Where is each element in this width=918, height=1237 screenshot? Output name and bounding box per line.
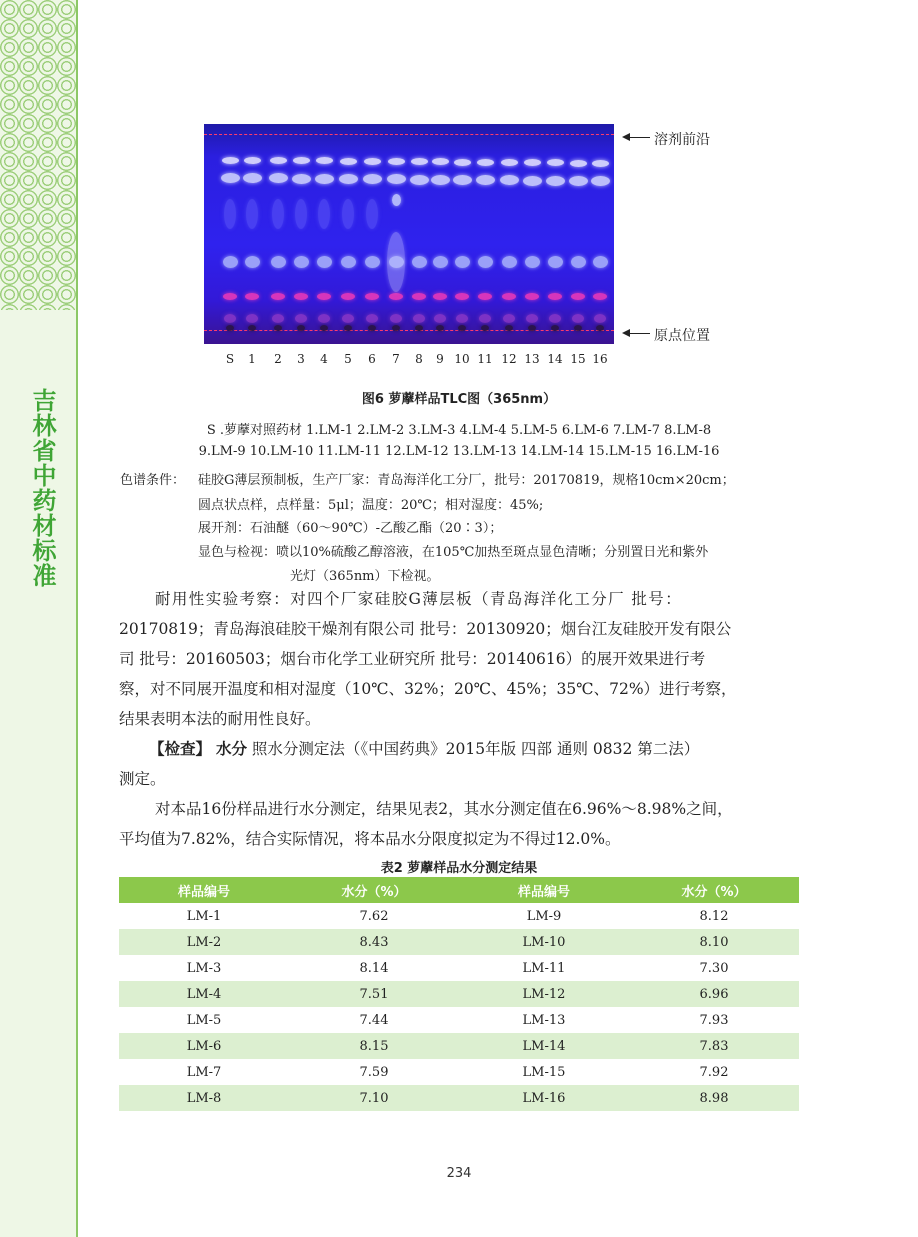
tlc-spot (524, 159, 541, 166)
tlc-spot (243, 173, 262, 183)
tlc-spot (294, 293, 308, 300)
tlc-spot (363, 174, 382, 184)
tlc-spot (365, 293, 379, 300)
tlc-spot (223, 256, 238, 268)
sidebar-title: 吉林省中药材标准 (28, 388, 56, 588)
column-header: 水分（%） (629, 877, 799, 903)
table-cell: 7.83 (629, 1033, 799, 1059)
table-cell: LM-7 (186, 1064, 222, 1080)
tlc-spot (223, 293, 237, 300)
table-cell: LM-15 (522, 1064, 566, 1080)
tlc-origin-spot (596, 325, 604, 331)
paragraph-line: 结果表明本法的耐用性良好。 (119, 710, 321, 728)
tlc-spot (502, 256, 517, 268)
tlc-spot (269, 173, 288, 183)
table-cell: LM-16 (459, 1085, 629, 1111)
tlc-spot (412, 293, 426, 300)
lane-label: 16 (592, 352, 608, 366)
tlc-spot (571, 256, 586, 268)
tlc-spot (547, 159, 564, 166)
lane-label: 6 (368, 352, 376, 366)
tlc-origin-spot (436, 325, 444, 331)
tlc-spot (392, 194, 401, 206)
condition-line: 圆点状点样，点样量：5μl；温度：20℃；相对湿度：45%; (198, 498, 544, 513)
table-cell: LM-4 (119, 981, 289, 1007)
table-cell: 8.98 (629, 1085, 799, 1111)
tlc-spot (478, 256, 493, 268)
tlc-spot (388, 158, 405, 165)
table-row (119, 929, 799, 955)
table-cell: 7.51 (289, 981, 459, 1007)
tlc-spot (270, 157, 287, 164)
table-row (119, 955, 799, 981)
paragraph-line: 耐用性实验考察：对四个厂家硅胶G薄层板（青岛海洋化工分厂 批号： (155, 590, 683, 608)
lane-label: 12 (501, 352, 517, 366)
tlc-spot (294, 256, 309, 268)
lane-label: 1 (248, 352, 256, 366)
solvent-front-label: 溶剂前沿 (654, 132, 710, 148)
table-cell: 7.30 (699, 960, 729, 976)
tlc-spot (454, 159, 471, 166)
origin-label: 原点位置 (654, 328, 710, 344)
tlc-spot (431, 175, 450, 185)
tlc-streak (366, 199, 378, 229)
sidebar (0, 0, 78, 1237)
tlc-spot (366, 314, 378, 323)
table-row (119, 1059, 799, 1085)
tlc-spot (546, 176, 565, 186)
inspection-method: 照水分测定法（《中国药典》2015年版 四部 通则 0832 第二法） (251, 740, 700, 758)
table-cell: LM-1 (186, 908, 222, 924)
tlc-origin-spot (415, 325, 423, 331)
table-cell: 7.59 (359, 1064, 389, 1080)
tlc-spot (222, 157, 239, 164)
tlc-spot (593, 256, 608, 268)
tlc-spot (316, 157, 333, 164)
tlc-spot (477, 159, 494, 166)
tlc-spot (548, 256, 563, 268)
table-cell: 7.10 (289, 1085, 459, 1111)
tlc-spot (548, 293, 562, 300)
table-caption: 表2 萝藦样品水分测定结果 (380, 861, 538, 876)
tlc-spot (293, 157, 310, 164)
tlc-spot (570, 160, 587, 167)
tlc-spot (318, 314, 330, 323)
lane-label: 7 (392, 352, 400, 366)
table-cell: 8.15 (289, 1033, 459, 1059)
table-cell: LM-14 (459, 1033, 629, 1059)
table-cell: 7.62 (359, 908, 389, 924)
tlc-streak (272, 199, 284, 229)
lane-label: 3 (297, 352, 305, 366)
figure-caption: 图6 萝藦样品TLC图（365nm） (361, 392, 557, 407)
tlc-spot (271, 256, 286, 268)
tlc-spot (341, 293, 355, 300)
table-cell: 8.14 (359, 960, 389, 976)
tlc-spot (479, 314, 491, 323)
tlc-streak (387, 232, 405, 292)
table-cell: LM-10 (459, 929, 629, 955)
tlc-spot (244, 157, 261, 164)
table-row (119, 981, 799, 1007)
table-cell: LM-6 (119, 1033, 289, 1059)
section-heading: 【检查】 (149, 740, 212, 758)
tlc-streak (224, 199, 236, 229)
paragraph-line: 20170819；青岛海浪硅胶干燥剂有限公司 批号：20130920；烟台江友硅胶开发有限公 (119, 620, 732, 638)
paragraph-line: 司 批号：20160503；烟台市化学工业研究所 批号：20140616）的展开效果进行考 (119, 650, 706, 668)
table-cell: 8.12 (699, 908, 729, 924)
tlc-spot (433, 293, 447, 300)
condition-line: 硅胶G薄层预制板，生产厂家：青岛海洋化工分厂，批号：20170819，规格10cm×20cm； (198, 473, 735, 488)
tlc-origin-spot (320, 325, 328, 331)
origin-arrow-line (628, 333, 650, 334)
tlc-spot (246, 314, 258, 323)
table-cell: LM-3 (186, 960, 222, 976)
table-cell: LM-2 (119, 929, 289, 955)
decorative-pattern (0, 0, 76, 310)
tlc-spot (549, 314, 561, 323)
column-header: 样品编号 (459, 877, 629, 903)
table-header-row (119, 877, 799, 903)
table-cell: 7.92 (699, 1064, 729, 1080)
table-cell: LM-9 (526, 908, 562, 924)
tlc-spot (592, 160, 609, 167)
paragraph-line: 对本品16份样品进行水分测定，结果见表2，其水分测定值在6.96%～8.98%之间， (155, 800, 733, 818)
table-cell: LM-12 (459, 981, 629, 1007)
tlc-streak (295, 199, 307, 229)
lane-label: 8 (415, 352, 423, 366)
table-cell: 8.10 (629, 929, 799, 955)
moisture-summary-paragraph (119, 794, 799, 854)
table-row (119, 903, 799, 929)
tlc-spot (413, 314, 425, 323)
page-number: 234 (446, 1166, 472, 1181)
tlc-spot (455, 293, 469, 300)
tlc-spot (456, 314, 468, 323)
tlc-spot (317, 293, 331, 300)
tlc-spot (387, 174, 406, 184)
tlc-spot (593, 293, 607, 300)
lane-label: 13 (524, 352, 540, 366)
sample-list-line-2: 9.LM-9 10.LM-10 11.LM-11 12.LM-12 13.LM-13 14.LM-14 15.LM-15 16.LM-16 (198, 444, 720, 459)
tlc-streak (246, 199, 258, 229)
lane-label: 2 (274, 352, 282, 366)
tlc-spot (525, 256, 540, 268)
tlc-origin-spot (528, 325, 536, 331)
tlc-spot (224, 314, 236, 323)
paragraph-line: 察，对不同展开温度和相对湿度（10℃、32%；20℃、45%；35℃、72%）进行考察， (119, 680, 737, 698)
lane-label: 5 (344, 352, 352, 366)
condition-line: 光灯（365nm）下检视。 (290, 569, 440, 584)
tlc-spot (339, 174, 358, 184)
tlc-streak (342, 199, 354, 229)
tlc-spot (572, 314, 584, 323)
tlc-origin-spot (505, 325, 513, 331)
table-cell: 7.93 (699, 1012, 729, 1028)
tlc-spot (245, 293, 259, 300)
tlc-origin-spot (481, 325, 489, 331)
paragraph-line: 平均值为7.82%，结合实际情况，将本品水分限度拟定为不得过12.0%。 (119, 830, 621, 848)
moisture-table (119, 877, 799, 1111)
tlc-spot (365, 256, 380, 268)
tlc-origin-spot (248, 325, 256, 331)
tlc-spot (503, 314, 515, 323)
tlc-origin-spot (551, 325, 559, 331)
tlc-spot (526, 314, 538, 323)
tlc-spot (571, 293, 585, 300)
table-cell: 7.44 (359, 1012, 389, 1028)
tlc-spot (502, 293, 516, 300)
tlc-spot (455, 256, 470, 268)
tlc-spot (389, 293, 403, 300)
table-cell: LM-13 (522, 1012, 566, 1028)
table-row (119, 1033, 799, 1059)
tlc-spot (476, 175, 495, 185)
tlc-spot (315, 174, 334, 184)
table-cell: LM-5 (186, 1012, 222, 1028)
tlc-spot (525, 293, 539, 300)
tlc-spot (523, 176, 542, 186)
section-subheading: 水分 (215, 740, 247, 758)
tlc-spot (410, 175, 429, 185)
lane-label: 9 (436, 352, 444, 366)
tlc-spot (432, 158, 449, 165)
tlc-origin-spot (458, 325, 466, 331)
tlc-spot (342, 314, 354, 323)
tlc-spot (411, 158, 428, 165)
tlc-spot (340, 158, 357, 165)
tlc-spot (390, 314, 402, 323)
column-header: 水分（%） (289, 877, 459, 903)
tlc-plate-image (204, 124, 614, 344)
lane-label: S (225, 352, 235, 366)
tlc-origin-spot (392, 325, 400, 331)
tlc-spot (501, 159, 518, 166)
tlc-spot (569, 176, 588, 186)
tlc-spot (594, 314, 606, 323)
tlc-spot (245, 256, 260, 268)
tlc-figure (204, 124, 614, 344)
tlc-origin-spot (574, 325, 582, 331)
tlc-spot (341, 256, 356, 268)
table-row (119, 1085, 799, 1111)
condition-line: 展开剂：石油醚（60～90℃）-乙酸乙酯（20∶3）； (198, 521, 503, 536)
robustness-paragraph (119, 584, 799, 734)
tlc-spot (221, 173, 240, 183)
lane-label: 14 (547, 352, 563, 366)
tlc-streak (318, 199, 330, 229)
tlc-origin-spot (297, 325, 305, 331)
tlc-origin-spot (368, 325, 376, 331)
table-cell: 6.96 (629, 981, 799, 1007)
table-row (119, 1007, 799, 1033)
sample-list-line-1: S .萝藦对照药材 1.LM-1 2.LM-2 3.LM-3 4.LM-4 5.LM-5 6.LM-6 7.LM-7 8.LM-8 (206, 423, 712, 438)
lane-label: 10 (454, 352, 470, 366)
lane-labels (204, 352, 624, 370)
tlc-spot (591, 176, 610, 186)
conditions-label: 色谱条件： (120, 473, 186, 488)
tlc-spot (295, 314, 307, 323)
lane-label: 4 (320, 352, 328, 366)
condition-line: 显色与检视：喷以10%硫酸乙醇溶液，在105℃加热至斑点显色清晰；分别置日光和紫外 (198, 545, 709, 560)
tlc-spot (434, 314, 446, 323)
tlc-spot (500, 175, 519, 185)
table-cell: 8.43 (289, 929, 459, 955)
tlc-spot (292, 174, 311, 184)
paragraph-line (119, 734, 799, 764)
column-header: 样品编号 (119, 877, 289, 903)
inspection-paragraph (119, 734, 799, 794)
tlc-origin-spot (344, 325, 352, 331)
lane-label: 15 (570, 352, 586, 366)
tlc-spot (433, 256, 448, 268)
table-cell: LM-11 (522, 960, 566, 976)
solvent-front-arrow-line (628, 137, 650, 138)
tlc-spot (453, 175, 472, 185)
tlc-spot (271, 293, 285, 300)
tlc-spot (272, 314, 284, 323)
tlc-spot (412, 256, 427, 268)
tlc-spot (317, 256, 332, 268)
tlc-spot (364, 158, 381, 165)
tlc-spot (478, 293, 492, 300)
solvent-front-line (204, 134, 614, 135)
tlc-origin-spot (226, 325, 234, 331)
paragraph-line: 测定。 (119, 770, 166, 788)
tlc-origin-spot (274, 325, 282, 331)
lane-label: 11 (477, 352, 493, 366)
table-cell: LM-8 (119, 1085, 289, 1111)
